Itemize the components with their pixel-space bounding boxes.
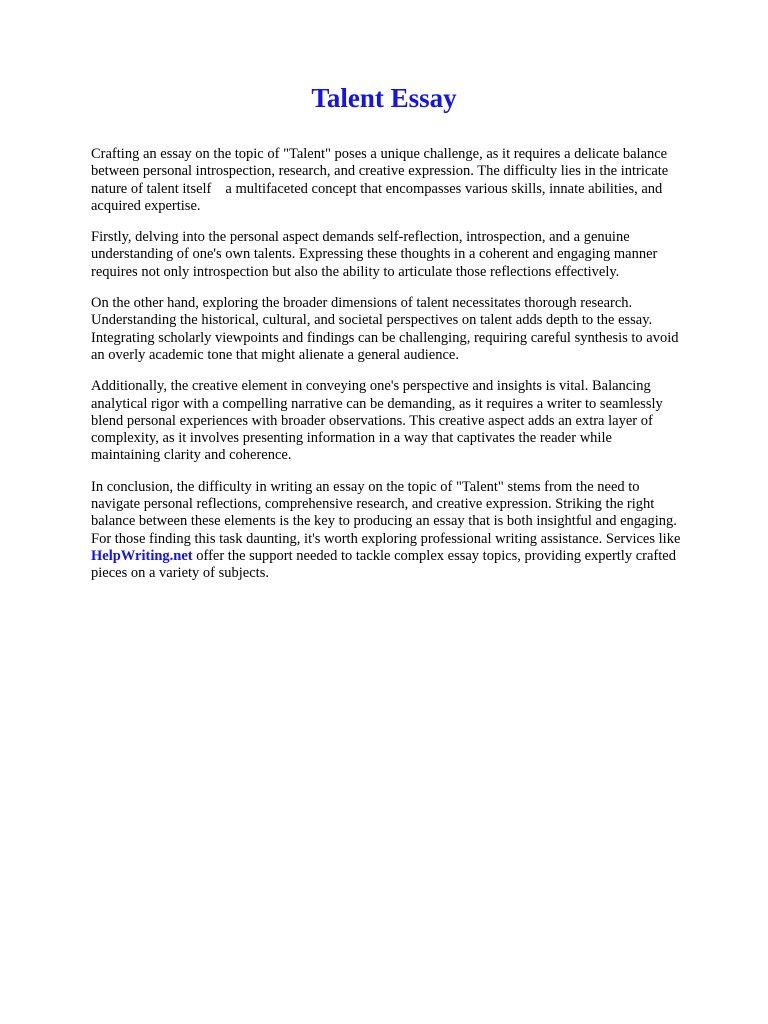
text-line: requires not only introspection but also the ability to articulate those reflections effectively. [91, 263, 620, 280]
text-line: pieces on a variety of subjects. [91, 565, 269, 582]
text-line: navigate personal reflections, comprehensive research, and creative expression. Striking the right [91, 496, 655, 513]
document-title: Talent Essay [311, 83, 457, 113]
text-segment: offer the support needed to tackle complex essay topics, providing expertly crafted [192, 547, 676, 564]
text-line: Integrating scholarly viewpoints and findings can be challenging, requiring careful synthesis to avoid [91, 329, 679, 346]
text-line: an overly academic tone that might alienate a general audience. [91, 346, 459, 363]
text-line: balance between these elements is the key to producing an essay that is both insightful and engaging. [91, 513, 677, 530]
text-line: Firstly, delving into the personal aspect demands self-reflection, introspection, and a genuine [91, 229, 630, 246]
paragraph-3 [91, 295, 731, 364]
text-line: Understanding the historical, cultural, and societal perspectives on talent adds depth to the essay. [91, 312, 653, 329]
text-segment: a multifaceted concept that encompasses various skills, innate abilities, and [225, 180, 663, 197]
text-line: analytical rigor with a compelling narrative can be demanding, as it requires a writer to seamlessly [91, 395, 663, 412]
paragraph-1 [91, 146, 731, 215]
paragraph-2 [91, 229, 731, 281]
text-line: blend personal experiences with broader observations. This creative aspect adds an extra layer of [91, 412, 653, 429]
paragraph-4 [91, 378, 731, 464]
text-line: In conclusion, the difficulty in writing an essay on the topic of "Talent" stems from the need to [91, 478, 640, 495]
essay-body [91, 146, 731, 597]
text-line: understanding of one's own talents. Expressing these thoughts in a coherent and engaging manner [91, 246, 658, 263]
text-line [91, 181, 731, 198]
paragraph-5 [91, 479, 731, 583]
text-line: between personal introspection, research, and creative expression. The difficulty lies in the intricate [91, 163, 669, 180]
text-line: Crafting an essay on the topic of "Talent" poses a unique challenge, as it requires a delicate balance [91, 146, 668, 162]
text-line: Additionally, the creative element in conveying one's perspective and insights is vital. Balancing [91, 378, 651, 395]
text-line: On the other hand, exploring the broader dimensions of talent necessitates thorough research. [91, 295, 633, 312]
text-segment: nature of talent itself [91, 180, 212, 197]
text-line: For those finding this task daunting, it's worth exploring professional writing assistance. Services like [91, 530, 681, 547]
text-line: maintaining clarity and coherence. [91, 447, 292, 464]
text-line: acquired expertise. [91, 197, 201, 214]
text-line: complexity, as it involves presenting information in a way that captivates the reader while [91, 430, 612, 447]
text-line [91, 548, 731, 565]
helpwriting-link[interactable]: HelpWriting.net [91, 547, 193, 564]
